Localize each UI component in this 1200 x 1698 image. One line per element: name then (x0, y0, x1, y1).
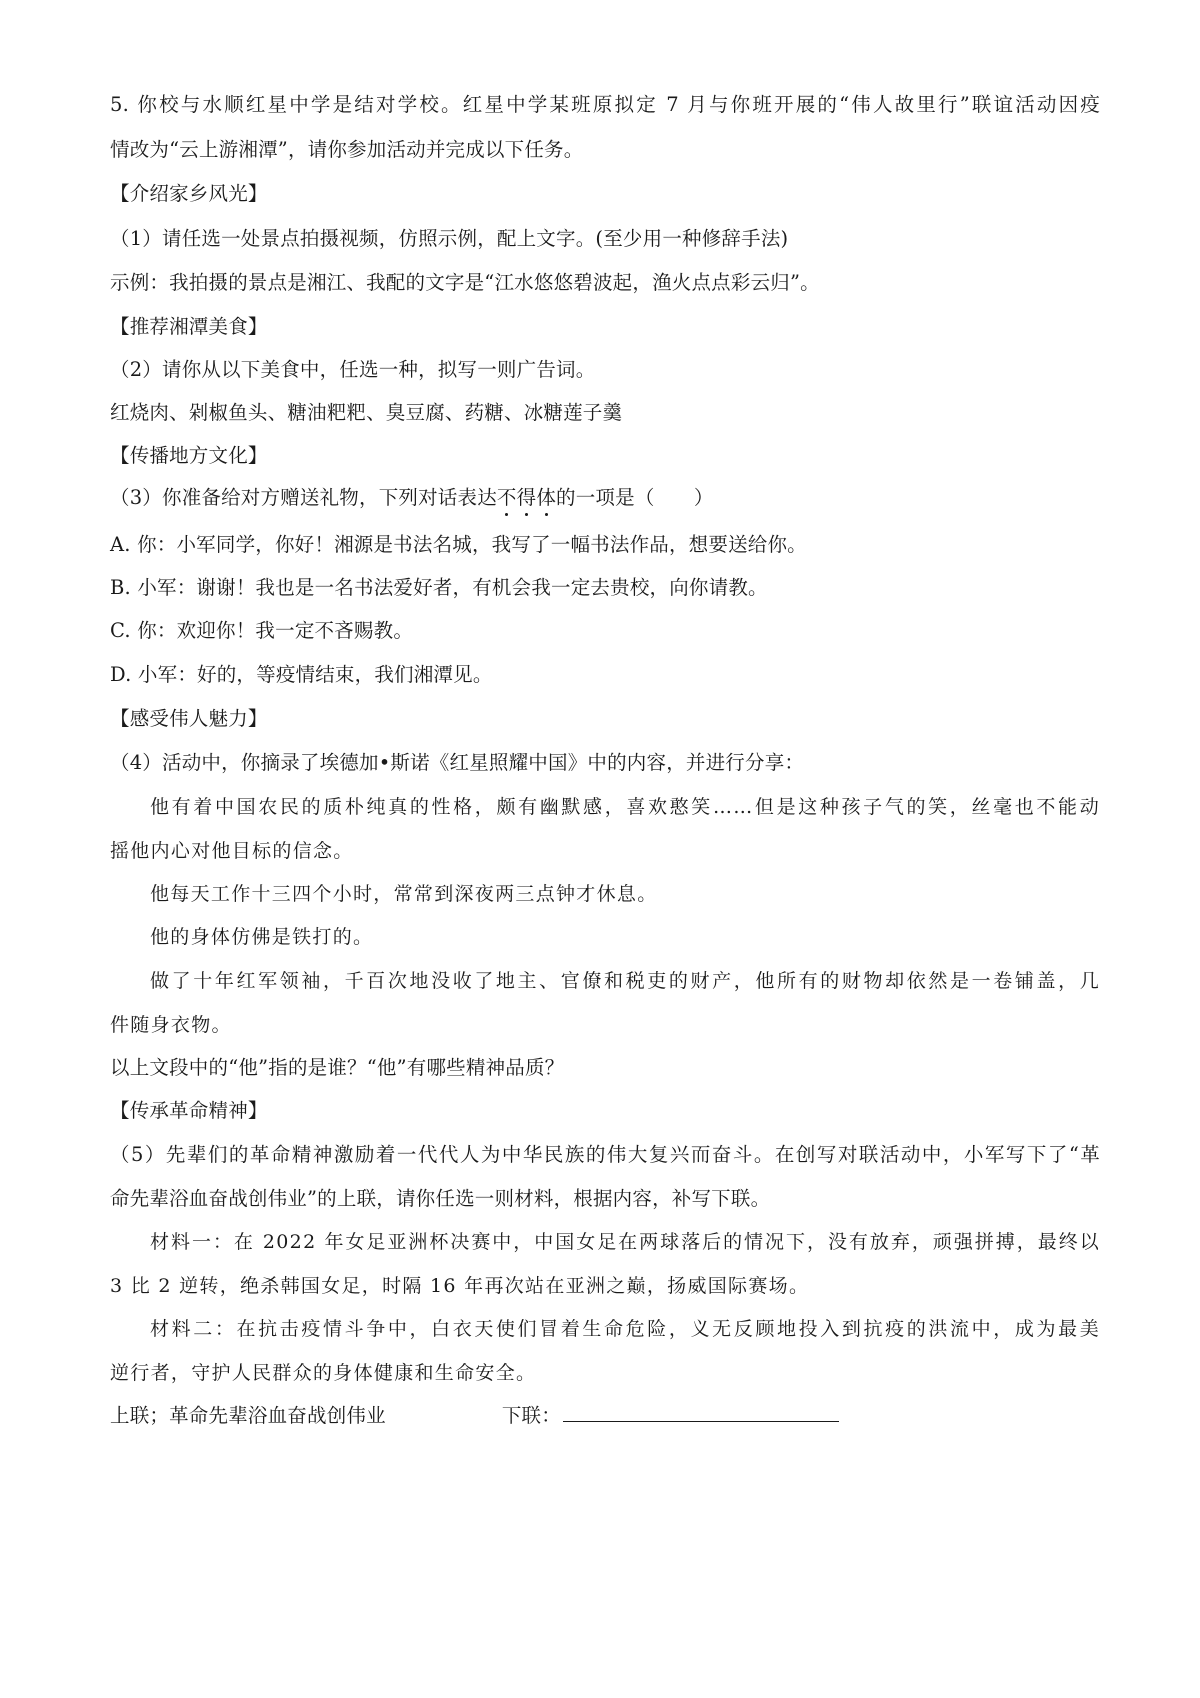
section1-example: 示例：我拍摄的景点是湘江、我配的文字是“江水悠悠碧波起，渔火点点彩云归”。 (110, 271, 820, 294)
option-d: D. 小军：好的，等疫情结束，我们湘潭见。 (110, 663, 493, 686)
section4-question: 以上文段中的“他”指的是谁？“他”有哪些精神品质？ (110, 1056, 565, 1079)
material2-line2: 逆行者，守护人民群众的身体健康和生命安全。 (110, 1362, 537, 1384)
couplet-line (110, 1402, 1100, 1430)
section2-prompt: （2）请你从以下美食中，任选一种，拟写一则广告词。 (110, 358, 596, 381)
excerpt-p4-line2: 件随身衣物。 (110, 1014, 232, 1036)
excerpt-p4-line1: 做了十年红军领袖，千百次地没收了地主、官僚和税吏的财产，他所有的财物却依然是一卷铺盖，几 (150, 970, 1100, 992)
lower-couplet-answer-blank[interactable] (563, 1403, 839, 1422)
question-intro-line1: 5. 你校与水顺红星中学是结对学校。红星中学某班原拟定 7 月与你班开展的“伟人故里行”联谊活动因疫 (110, 93, 1100, 116)
section4-prompt: （4）活动中，你摘录了埃德加•斯诺《红星照耀中国》中的内容，并进行分享： (110, 751, 805, 774)
emphasis-char-3: 体 (536, 486, 557, 509)
excerpt-p1-line1: 他有着中国农民的质朴纯真的性格，颇有幽默感，喜欢憨笑……但是这种孩子气的笑，丝毫也不能动 (150, 796, 1100, 818)
excerpt-p2: 他每天工作十三四个小时，常常到深夜两三点钟才休息。 (150, 883, 658, 905)
emphasis-char-2: 得 (516, 486, 537, 509)
excerpt-p1-line2: 摇他内心对他目标的信念。 (110, 840, 354, 862)
option-c: C. 你：欢迎你！我一定不吝赐教。 (110, 619, 414, 642)
section4-heading: 【感受伟人魅力】 (110, 707, 268, 730)
option-b: B. 小军：谢谢！我也是一名书法爱好者，有机会我一定去贵校，向你请教。 (110, 576, 768, 599)
material2-line1: 材料二：在抗击疫情斗争中，白衣天使们冒着生命危险，义无反顾地投入到抗疫的洪流中，成为最美 (150, 1318, 1100, 1340)
section5-prompt-line2: 命先辈浴血奋战创伟业”的上联，请你任选一则材料，根据内容，补写下联。 (110, 1187, 771, 1210)
section5-prompt-line1: （5）先辈们的革命精神激励着一代代人为中华民族的伟大复兴而奋斗。在创写对联活动中，小军写下了“革 (110, 1143, 1100, 1166)
material1-line2: 3 比 2 逆转，绝杀韩国女足，时隔 16 年再次站在亚洲之巅，扬威国际赛场。 (110, 1275, 810, 1297)
excerpt-p3: 他的身体仿佛是铁打的。 (150, 926, 374, 948)
section3-prompt-after: 的一项是（ ） (556, 486, 714, 509)
section1-prompt: （1）请任选一处景点拍摄视频，仿照示例，配上文字。(至少用一种修辞手法) (110, 227, 789, 250)
section2-heading: 【推荐湘潭美食】 (110, 315, 268, 338)
option-a: A. 你：小军同学，你好！湘源是书法名城，我写了一幅书法作品，想要送给你。 (110, 533, 807, 556)
section3-prompt-before: （3）你准备给对方赠送礼物，下列对话表达 (110, 486, 497, 509)
material1-line1: 材料一：在 2022 年女足亚洲杯决赛中，中国女足在两球落后的情况下，没有放弃，顽强拼搏，最终以 (150, 1231, 1100, 1253)
lower-couplet-label: 下联： (501, 1404, 561, 1427)
upper-couplet: 上联；革命先辈浴血奋战创伟业 (110, 1404, 386, 1427)
section5-heading: 【传承革命精神】 (110, 1099, 268, 1122)
section1-heading: 【介绍家乡风光】 (110, 182, 268, 205)
emphasis-char-1: 不 (496, 486, 517, 509)
section3-prompt (110, 484, 1100, 512)
question-intro-line2: 情改为“云上游湘潭”，请你参加活动并完成以下任务。 (110, 138, 584, 161)
section3-heading: 【传播地方文化】 (110, 444, 268, 467)
section2-food-list: 红烧肉、剁椒鱼头、糖油粑粑、臭豆腐、药糖、冰糖莲子羹 (110, 401, 623, 424)
